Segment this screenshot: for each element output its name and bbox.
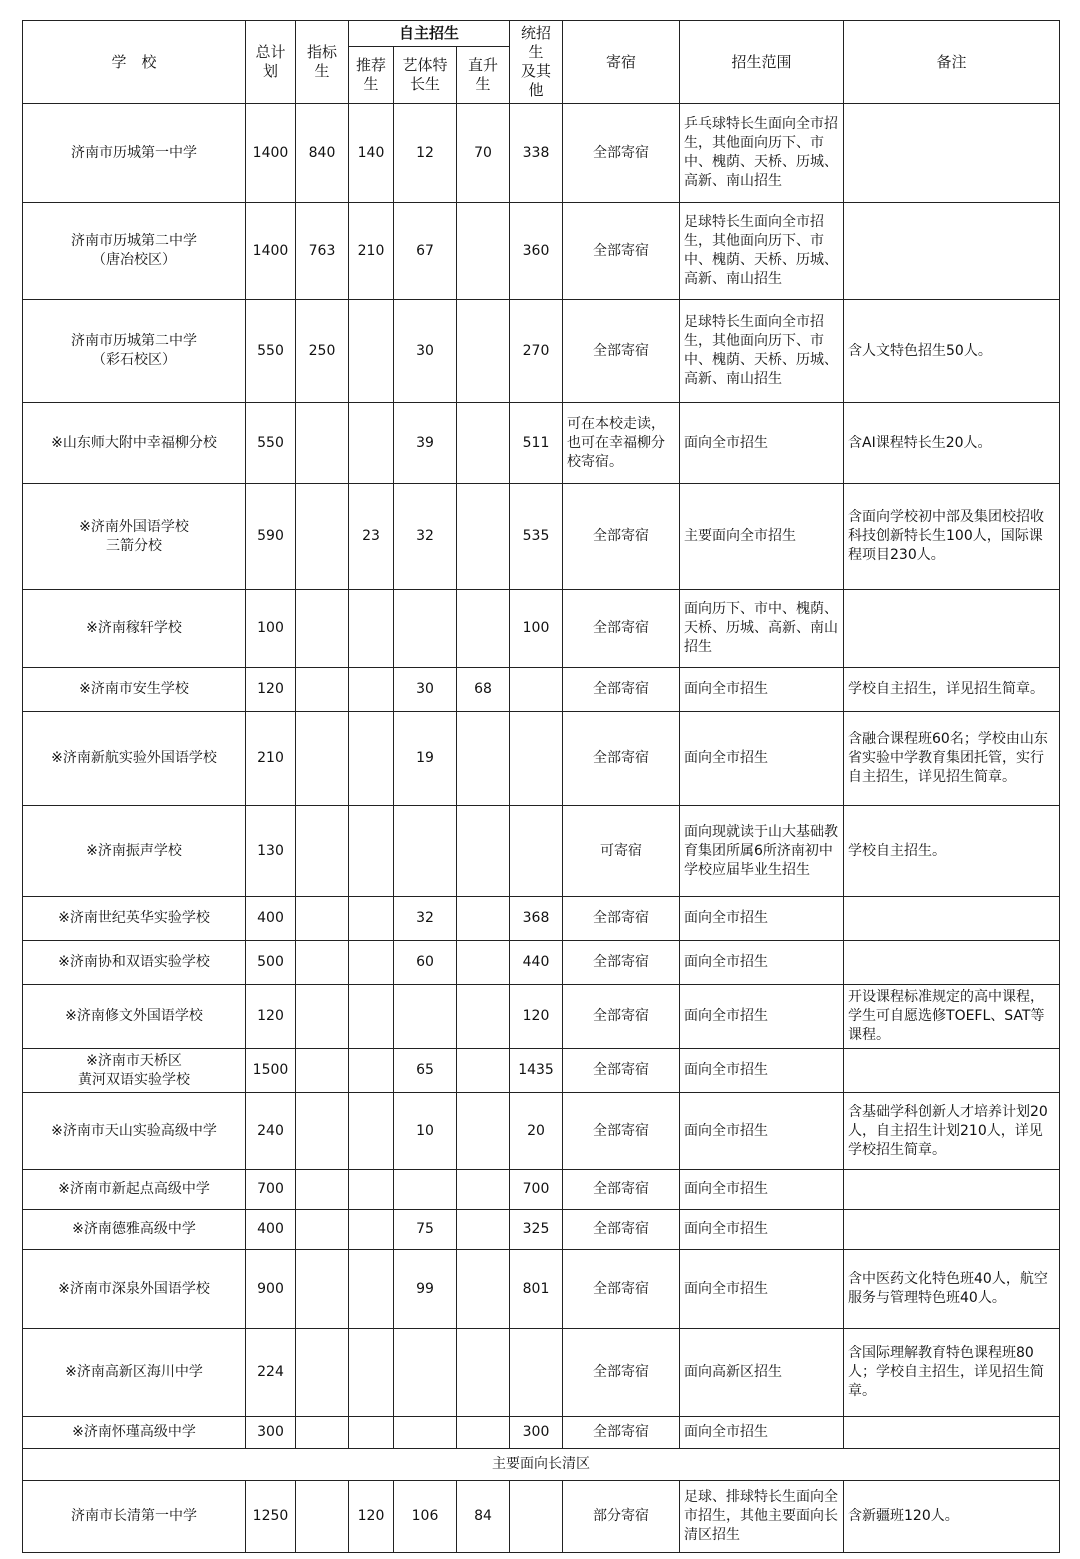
table-row <box>23 712 1060 806</box>
section-title: 主要面向长清区 <box>23 1449 1060 1481</box>
unified-cell <box>510 806 563 897</box>
art-cell: 10 <box>394 1093 457 1170</box>
header-remarks: 备注 <box>844 21 1060 104</box>
direct-cell <box>457 1250 510 1329</box>
table-row <box>23 1250 1060 1329</box>
quota-cell <box>296 806 349 897</box>
table-row <box>23 1049 1060 1093</box>
section-row <box>23 1449 1060 1481</box>
table-row <box>23 1329 1060 1417</box>
recommend-cell <box>349 712 394 806</box>
school-cell: ※济南市天山实验高级中学 <box>23 1093 246 1170</box>
boarding-cell: 全部寄宿 <box>563 203 680 300</box>
quota-cell <box>296 1481 349 1553</box>
art-cell: 32 <box>394 484 457 590</box>
scope-cell: 面向历下、市中、槐荫、天桥、历城、高新、南山招生 <box>680 590 844 668</box>
scope-cell: 足球特长生面向全市招生，其他面向历下、市中、槐荫、天桥、历城、高新、南山招生 <box>680 203 844 300</box>
art-cell <box>394 1170 457 1210</box>
recommend-cell: 210 <box>349 203 394 300</box>
remarks-cell: 含融合课程班60名；学校由山东省实验中学教育集团托管，实行自主招生，详见招生简章。 <box>844 712 1060 806</box>
direct-cell <box>457 484 510 590</box>
boarding-cell: 全部寄宿 <box>563 300 680 403</box>
art-cell: 99 <box>394 1250 457 1329</box>
quota-cell <box>296 897 349 941</box>
boarding-cell: 部分寄宿 <box>563 1481 680 1553</box>
remarks-cell <box>844 1049 1060 1093</box>
recommend-cell <box>349 1417 394 1449</box>
boarding-cell: 全部寄宿 <box>563 1210 680 1250</box>
boarding-cell: 全部寄宿 <box>563 590 680 668</box>
remarks-cell: 开设课程标准规定的高中课程，学生可自愿选修TOEFL、SAT等课程。 <box>844 985 1060 1049</box>
direct-cell <box>457 403 510 484</box>
art-cell: 75 <box>394 1210 457 1250</box>
quota-cell <box>296 590 349 668</box>
unified-cell: 700 <box>510 1170 563 1210</box>
scope-cell: 面向全市招生 <box>680 712 844 806</box>
table-row <box>23 1481 1060 1553</box>
quota-cell <box>296 1417 349 1449</box>
recommend-cell <box>349 668 394 712</box>
scope-cell: 面向全市招生 <box>680 985 844 1049</box>
school-cell: ※济南市安生学校 <box>23 668 246 712</box>
school-cell: ※济南稼轩学校 <box>23 590 246 668</box>
quota-cell <box>296 1210 349 1250</box>
total-cell: 1250 <box>246 1481 296 1553</box>
quota-cell <box>296 403 349 484</box>
boarding-cell: 可在本校走读，也可在幸福柳分校寄宿。 <box>563 403 680 484</box>
total-cell: 550 <box>246 403 296 484</box>
school-cell: ※济南世纪英华实验学校 <box>23 897 246 941</box>
boarding-cell: 全部寄宿 <box>563 1329 680 1417</box>
school-cell: ※济南修文外国语学校 <box>23 985 246 1049</box>
quota-cell: 840 <box>296 104 349 203</box>
school-cell: ※济南市新起点高级中学 <box>23 1170 246 1210</box>
school-cell: ※济南振声学校 <box>23 806 246 897</box>
recommend-cell: 23 <box>349 484 394 590</box>
scope-cell: 面向全市招生 <box>680 1210 844 1250</box>
art-cell <box>394 590 457 668</box>
scope-cell: 面向全市招生 <box>680 1417 844 1449</box>
quota-cell <box>296 1250 349 1329</box>
recommend-cell <box>349 1210 394 1250</box>
header-scope: 招生范围 <box>680 21 844 104</box>
art-cell: 12 <box>394 104 457 203</box>
school-cell: 济南市长清第一中学 <box>23 1481 246 1553</box>
header-direct: 直升生 <box>457 47 510 104</box>
table-row <box>23 941 1060 985</box>
school-cell: 济南市历城第一中学 <box>23 104 246 203</box>
header-recommend <box>349 47 394 104</box>
quota-cell: 250 <box>296 300 349 403</box>
table-row <box>23 1170 1060 1210</box>
art-cell <box>394 985 457 1049</box>
header-boarding: 寄宿 <box>563 21 680 104</box>
header-quota: 指标生 <box>296 21 349 104</box>
direct-cell <box>457 1417 510 1449</box>
unified-cell <box>510 1329 563 1417</box>
unified-cell: 300 <box>510 1417 563 1449</box>
boarding-cell: 全部寄宿 <box>563 1049 680 1093</box>
recommend-cell <box>349 1049 394 1093</box>
unified-cell: 325 <box>510 1210 563 1250</box>
total-cell: 550 <box>246 300 296 403</box>
remarks-cell: 学校自主招生，详见招生简章。 <box>844 668 1060 712</box>
boarding-cell: 全部寄宿 <box>563 897 680 941</box>
enrollment-table <box>22 20 1060 1553</box>
quota-cell <box>296 668 349 712</box>
unified-cell: 440 <box>510 941 563 985</box>
boarding-cell: 全部寄宿 <box>563 1417 680 1449</box>
table-body <box>23 104 1060 1553</box>
quota-cell <box>296 1170 349 1210</box>
art-cell <box>394 1417 457 1449</box>
header-school: 学 校 <box>23 21 246 104</box>
direct-cell <box>457 897 510 941</box>
recommend-cell: 120 <box>349 1481 394 1553</box>
direct-cell <box>457 1093 510 1170</box>
remarks-cell: 含AI课程特长生20人。 <box>844 403 1060 484</box>
header-recommend-text: 推荐 生 <box>355 56 386 93</box>
recommend-cell: 140 <box>349 104 394 203</box>
header-unified <box>510 21 563 104</box>
scope-cell: 面向全市招生 <box>680 1093 844 1170</box>
school-cell: 济南市历城第二中学 （彩石校区） <box>23 300 246 403</box>
recommend-cell <box>349 985 394 1049</box>
total-cell: 210 <box>246 712 296 806</box>
scope-cell: 面向全市招生 <box>680 1170 844 1210</box>
recommend-cell <box>349 590 394 668</box>
direct-cell <box>457 985 510 1049</box>
total-cell: 400 <box>246 897 296 941</box>
direct-cell <box>457 300 510 403</box>
header-total-text: 总计 划 <box>255 43 286 80</box>
scope-cell: 足球、排球特长生面向全市招生，其他主要面向长清区招生 <box>680 1481 844 1553</box>
art-cell: 19 <box>394 712 457 806</box>
scope-cell: 面向现就读于山大基础教育集团所属6所济南初中学校应届毕业生招生 <box>680 806 844 897</box>
boarding-cell: 全部寄宿 <box>563 712 680 806</box>
header-unified-text: 统招生 及其他 <box>521 24 552 99</box>
total-cell: 500 <box>246 941 296 985</box>
school-cell: ※济南新航实验外国语学校 <box>23 712 246 806</box>
remarks-cell <box>844 1417 1060 1449</box>
unified-cell: 338 <box>510 104 563 203</box>
recommend-cell <box>349 1250 394 1329</box>
school-cell: ※济南高新区海川中学 <box>23 1329 246 1417</box>
scope-cell: 面向全市招生 <box>680 1049 844 1093</box>
remarks-cell <box>844 1170 1060 1210</box>
remarks-cell: 含中医药文化特色班40人，航空服务与管理特色班40人。 <box>844 1250 1060 1329</box>
boarding-cell: 全部寄宿 <box>563 484 680 590</box>
table-row <box>23 668 1060 712</box>
table-row <box>23 403 1060 484</box>
recommend-cell <box>349 300 394 403</box>
total-cell: 1500 <box>246 1049 296 1093</box>
table-row <box>23 1093 1060 1170</box>
art-cell: 32 <box>394 897 457 941</box>
scope-cell: 足球特长生面向全市招生，其他面向历下、市中、槐荫、天桥、历城、高新、南山招生 <box>680 300 844 403</box>
recommend-cell <box>349 1329 394 1417</box>
quota-cell <box>296 712 349 806</box>
remarks-cell: 含基础学科创新人才培养计划20人，自主招生计划210人，详见学校招生简章。 <box>844 1093 1060 1170</box>
unified-cell: 1435 <box>510 1049 563 1093</box>
remarks-cell <box>844 897 1060 941</box>
remarks-cell: 学校自主招生。 <box>844 806 1060 897</box>
art-cell: 30 <box>394 300 457 403</box>
recommend-cell <box>349 806 394 897</box>
scope-cell: 面向全市招生 <box>680 941 844 985</box>
direct-cell: 84 <box>457 1481 510 1553</box>
remarks-cell <box>844 203 1060 300</box>
table-row <box>23 1210 1060 1250</box>
remarks-cell <box>844 590 1060 668</box>
quota-cell <box>296 1049 349 1093</box>
total-cell: 1400 <box>246 203 296 300</box>
table-row <box>23 590 1060 668</box>
header-total <box>246 21 296 104</box>
total-cell: 590 <box>246 484 296 590</box>
table-row <box>23 1417 1060 1449</box>
unified-cell: 100 <box>510 590 563 668</box>
remarks-cell <box>844 104 1060 203</box>
header-art-text: 艺体特 长生 <box>402 56 448 93</box>
direct-cell <box>457 1049 510 1093</box>
total-cell: 130 <box>246 806 296 897</box>
art-cell <box>394 1329 457 1417</box>
total-cell: 224 <box>246 1329 296 1417</box>
unified-cell <box>510 1481 563 1553</box>
school-cell: ※济南协和双语实验学校 <box>23 941 246 985</box>
table-row <box>23 806 1060 897</box>
total-cell: 700 <box>246 1170 296 1210</box>
direct-cell <box>457 1210 510 1250</box>
school-cell: ※山东师大附中幸福柳分校 <box>23 403 246 484</box>
scope-cell: 面向全市招生 <box>680 403 844 484</box>
direct-cell <box>457 712 510 806</box>
boarding-cell: 全部寄宿 <box>563 1170 680 1210</box>
boarding-cell: 全部寄宿 <box>563 941 680 985</box>
total-cell: 300 <box>246 1417 296 1449</box>
direct-cell: 68 <box>457 668 510 712</box>
art-cell: 39 <box>394 403 457 484</box>
boarding-cell: 可寄宿 <box>563 806 680 897</box>
scope-cell: 乒乓球特长生面向全市招生，其他面向历下、市中、槐荫、天桥、历城、高新、南山招生 <box>680 104 844 203</box>
art-cell <box>394 806 457 897</box>
scope-cell: 面向全市招生 <box>680 668 844 712</box>
recommend-cell <box>349 1170 394 1210</box>
direct-cell <box>457 590 510 668</box>
recommend-cell <box>349 941 394 985</box>
recommend-cell <box>349 897 394 941</box>
remarks-cell: 含国际理解教育特色课程班80人；学校自主招生，详见招生简章。 <box>844 1329 1060 1417</box>
quota-cell <box>296 1093 349 1170</box>
table-row <box>23 300 1060 403</box>
table-row <box>23 203 1060 300</box>
table-row <box>23 484 1060 590</box>
unified-cell: 20 <box>510 1093 563 1170</box>
total-cell: 100 <box>246 590 296 668</box>
school-cell: ※济南市深泉外国语学校 <box>23 1250 246 1329</box>
unified-cell: 368 <box>510 897 563 941</box>
unified-cell: 535 <box>510 484 563 590</box>
art-cell: 106 <box>394 1481 457 1553</box>
recommend-cell <box>349 1093 394 1170</box>
direct-cell <box>457 1170 510 1210</box>
remarks-cell: 含人文特色招生50人。 <box>844 300 1060 403</box>
unified-cell <box>510 712 563 806</box>
table-row <box>23 985 1060 1049</box>
unified-cell: 120 <box>510 985 563 1049</box>
direct-cell <box>457 1329 510 1417</box>
art-cell: 60 <box>394 941 457 985</box>
unified-cell: 801 <box>510 1250 563 1329</box>
remarks-cell <box>844 1210 1060 1250</box>
school-cell: ※济南德雅高级中学 <box>23 1210 246 1250</box>
art-cell: 67 <box>394 203 457 300</box>
boarding-cell: 全部寄宿 <box>563 1093 680 1170</box>
school-cell: ※济南外国语学校 三箭分校 <box>23 484 246 590</box>
table-row <box>23 104 1060 203</box>
total-cell: 120 <box>246 668 296 712</box>
school-cell: ※济南怀瑾高级中学 <box>23 1417 246 1449</box>
boarding-cell: 全部寄宿 <box>563 1250 680 1329</box>
quota-cell <box>296 1329 349 1417</box>
unified-cell: 511 <box>510 403 563 484</box>
header-art <box>394 47 457 104</box>
quota-cell <box>296 985 349 1049</box>
total-cell: 1400 <box>246 104 296 203</box>
quota-cell <box>296 484 349 590</box>
school-cell: 济南市历城第二中学 （唐冶校区） <box>23 203 246 300</box>
total-cell: 240 <box>246 1093 296 1170</box>
direct-cell: 70 <box>457 104 510 203</box>
boarding-cell: 全部寄宿 <box>563 668 680 712</box>
direct-cell <box>457 806 510 897</box>
unified-cell: 270 <box>510 300 563 403</box>
scope-cell: 面向高新区招生 <box>680 1329 844 1417</box>
quota-cell <box>296 941 349 985</box>
unified-cell <box>510 668 563 712</box>
header-self-enrollment: 自主招生 <box>349 21 510 47</box>
scope-cell: 主要面向全市招生 <box>680 484 844 590</box>
art-cell: 65 <box>394 1049 457 1093</box>
scope-cell: 面向全市招生 <box>680 1250 844 1329</box>
total-cell: 400 <box>246 1210 296 1250</box>
total-cell: 900 <box>246 1250 296 1329</box>
remarks-cell: 含新疆班120人。 <box>844 1481 1060 1553</box>
boarding-cell: 全部寄宿 <box>563 104 680 203</box>
direct-cell <box>457 941 510 985</box>
direct-cell <box>457 203 510 300</box>
recommend-cell <box>349 403 394 484</box>
unified-cell: 360 <box>510 203 563 300</box>
remarks-cell: 含面向学校初中部及集团校招收科技创新特长生100人，国际课程项目230人。 <box>844 484 1060 590</box>
remarks-cell <box>844 941 1060 985</box>
art-cell: 30 <box>394 668 457 712</box>
school-cell: ※济南市天桥区 黄河双语实验学校 <box>23 1049 246 1093</box>
boarding-cell: 全部寄宿 <box>563 985 680 1049</box>
table-row <box>23 897 1060 941</box>
quota-cell: 763 <box>296 203 349 300</box>
scope-cell: 面向全市招生 <box>680 897 844 941</box>
total-cell: 120 <box>246 985 296 1049</box>
